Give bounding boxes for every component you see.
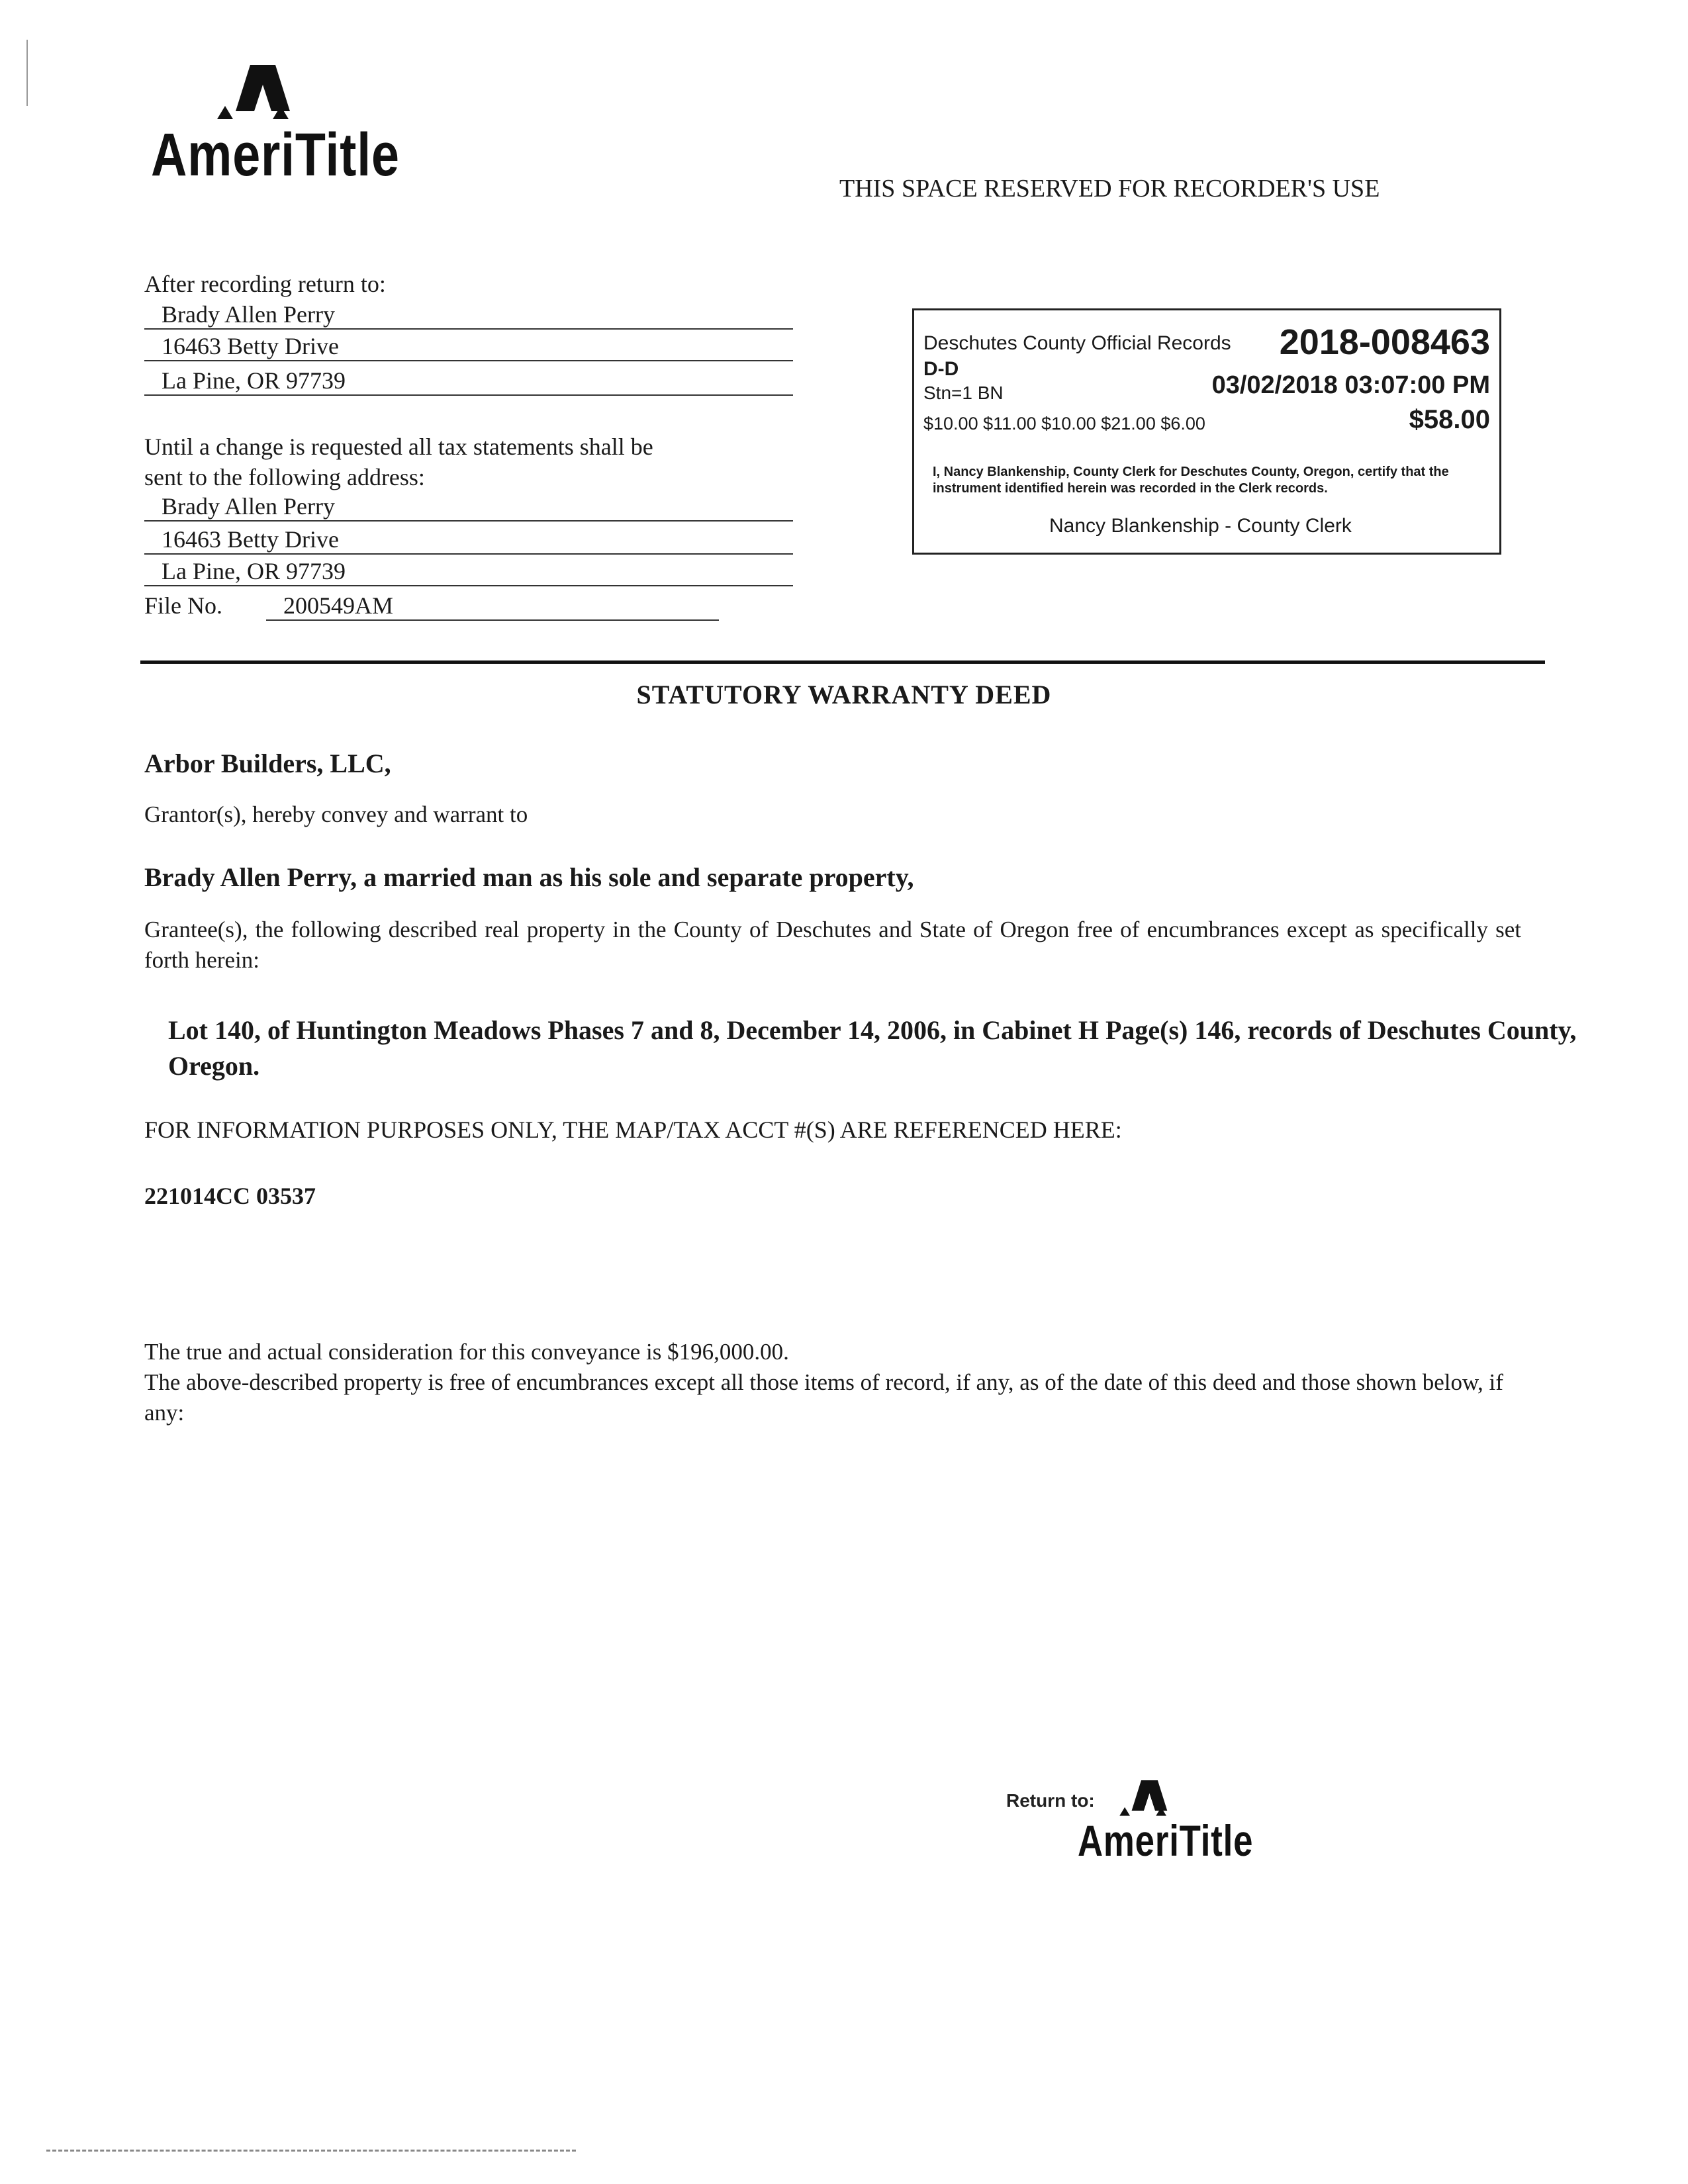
return-to-line-2: 16463 Betty Drive	[144, 331, 793, 361]
tax-statements-label	[144, 432, 653, 492]
recorder-stamp-box	[912, 308, 1501, 555]
return-to-stamp-label: Return to:	[1006, 1790, 1095, 1811]
tax-address-line-1: Brady Allen Perry	[144, 491, 793, 522]
grantee-name: Brady Allen Perry, a married man as his sole and separate property,	[144, 862, 914, 892]
tax-statements-label-line-1: Until a change is requested all tax statements shall be	[144, 433, 653, 460]
grantee-clause: Grantee(s), the following described real property in the County of Deschutes and State of Oregon free of encumbrances except as specifically set forth herein:	[144, 917, 1521, 973]
legal-description: Lot 140, of Huntington Meadows Phases 7 and 8, December 14, 2006, in Cabinet H Page(s) 146, records of Deschutes County, Oregon.	[168, 1015, 1577, 1081]
consideration-statement: The true and actual consideration for this conveyance is $196,000.00.	[144, 1339, 789, 1365]
ameritle-logo-text: AmeriTitle	[151, 121, 400, 189]
record-number: 2018-008463	[1279, 322, 1490, 362]
return-to-line-1: Brady Allen Perry	[144, 299, 793, 330]
tax-statements-label-line-2: sent to the following address:	[144, 464, 425, 490]
return-to-line-3: La Pine, OR 97739	[144, 365, 793, 396]
file-number-value: 200549AM	[266, 590, 719, 621]
recorder-reserved-label: THIS SPACE RESERVED FOR RECORDER'S USE	[839, 175, 1380, 203]
clerk-certification: I, Nancy Blankenship, County Clerk for Deschutes County, Oregon, certify that the instrument identified herein was recorded in the Clerk records.	[933, 465, 1449, 496]
tax-address-line-3: La Pine, OR 97739	[144, 556, 793, 586]
encumbrances-statement: The above-described property is free of encumbrances except all those items of record, if any, as of the date of this deed and those shown below, if any:	[144, 1369, 1503, 1426]
recording-fees: $10.00 $11.00 $10.00 $21.00 $6.00	[923, 414, 1205, 433]
county-records-label: Deschutes County Official Records	[923, 332, 1231, 354]
scan-bottom-mark	[46, 2150, 576, 2152]
station-code: Stn=1 BN	[923, 383, 1004, 403]
grantor-name: Arbor Builders, LLC,	[144, 749, 391, 778]
stamp-logo-text: AmeriTitle	[1078, 1816, 1254, 1865]
recording-total: $58.00	[1409, 405, 1490, 434]
header-divider	[140, 660, 1545, 664]
return-to-label: After recording return to:	[144, 271, 386, 297]
ameritle-logo	[151, 65, 455, 197]
tax-address-line-2: 16463 Betty Drive	[144, 524, 793, 555]
file-number-label: File No.	[144, 592, 223, 619]
recorded-datetime: 03/02/2018 03:07:00 PM	[1211, 371, 1490, 399]
deed-title: STATUTORY WARRANTY DEED	[636, 680, 1052, 709]
grantor-clause: Grantor(s), hereby convey and warrant to	[144, 801, 528, 827]
return-to-stamp	[1006, 1780, 1324, 1880]
map-tax-number: 221014CC 03537	[144, 1183, 316, 1209]
scan-edge-mark	[26, 40, 28, 106]
clerk-signature: Nancy Blankenship - County Clerk	[1049, 515, 1352, 537]
document-type: D-D	[923, 358, 959, 380]
map-tax-label: FOR INFORMATION PURPOSES ONLY, THE MAP/TAX ACCT #(S) ARE REFERENCED HERE:	[144, 1116, 1122, 1143]
